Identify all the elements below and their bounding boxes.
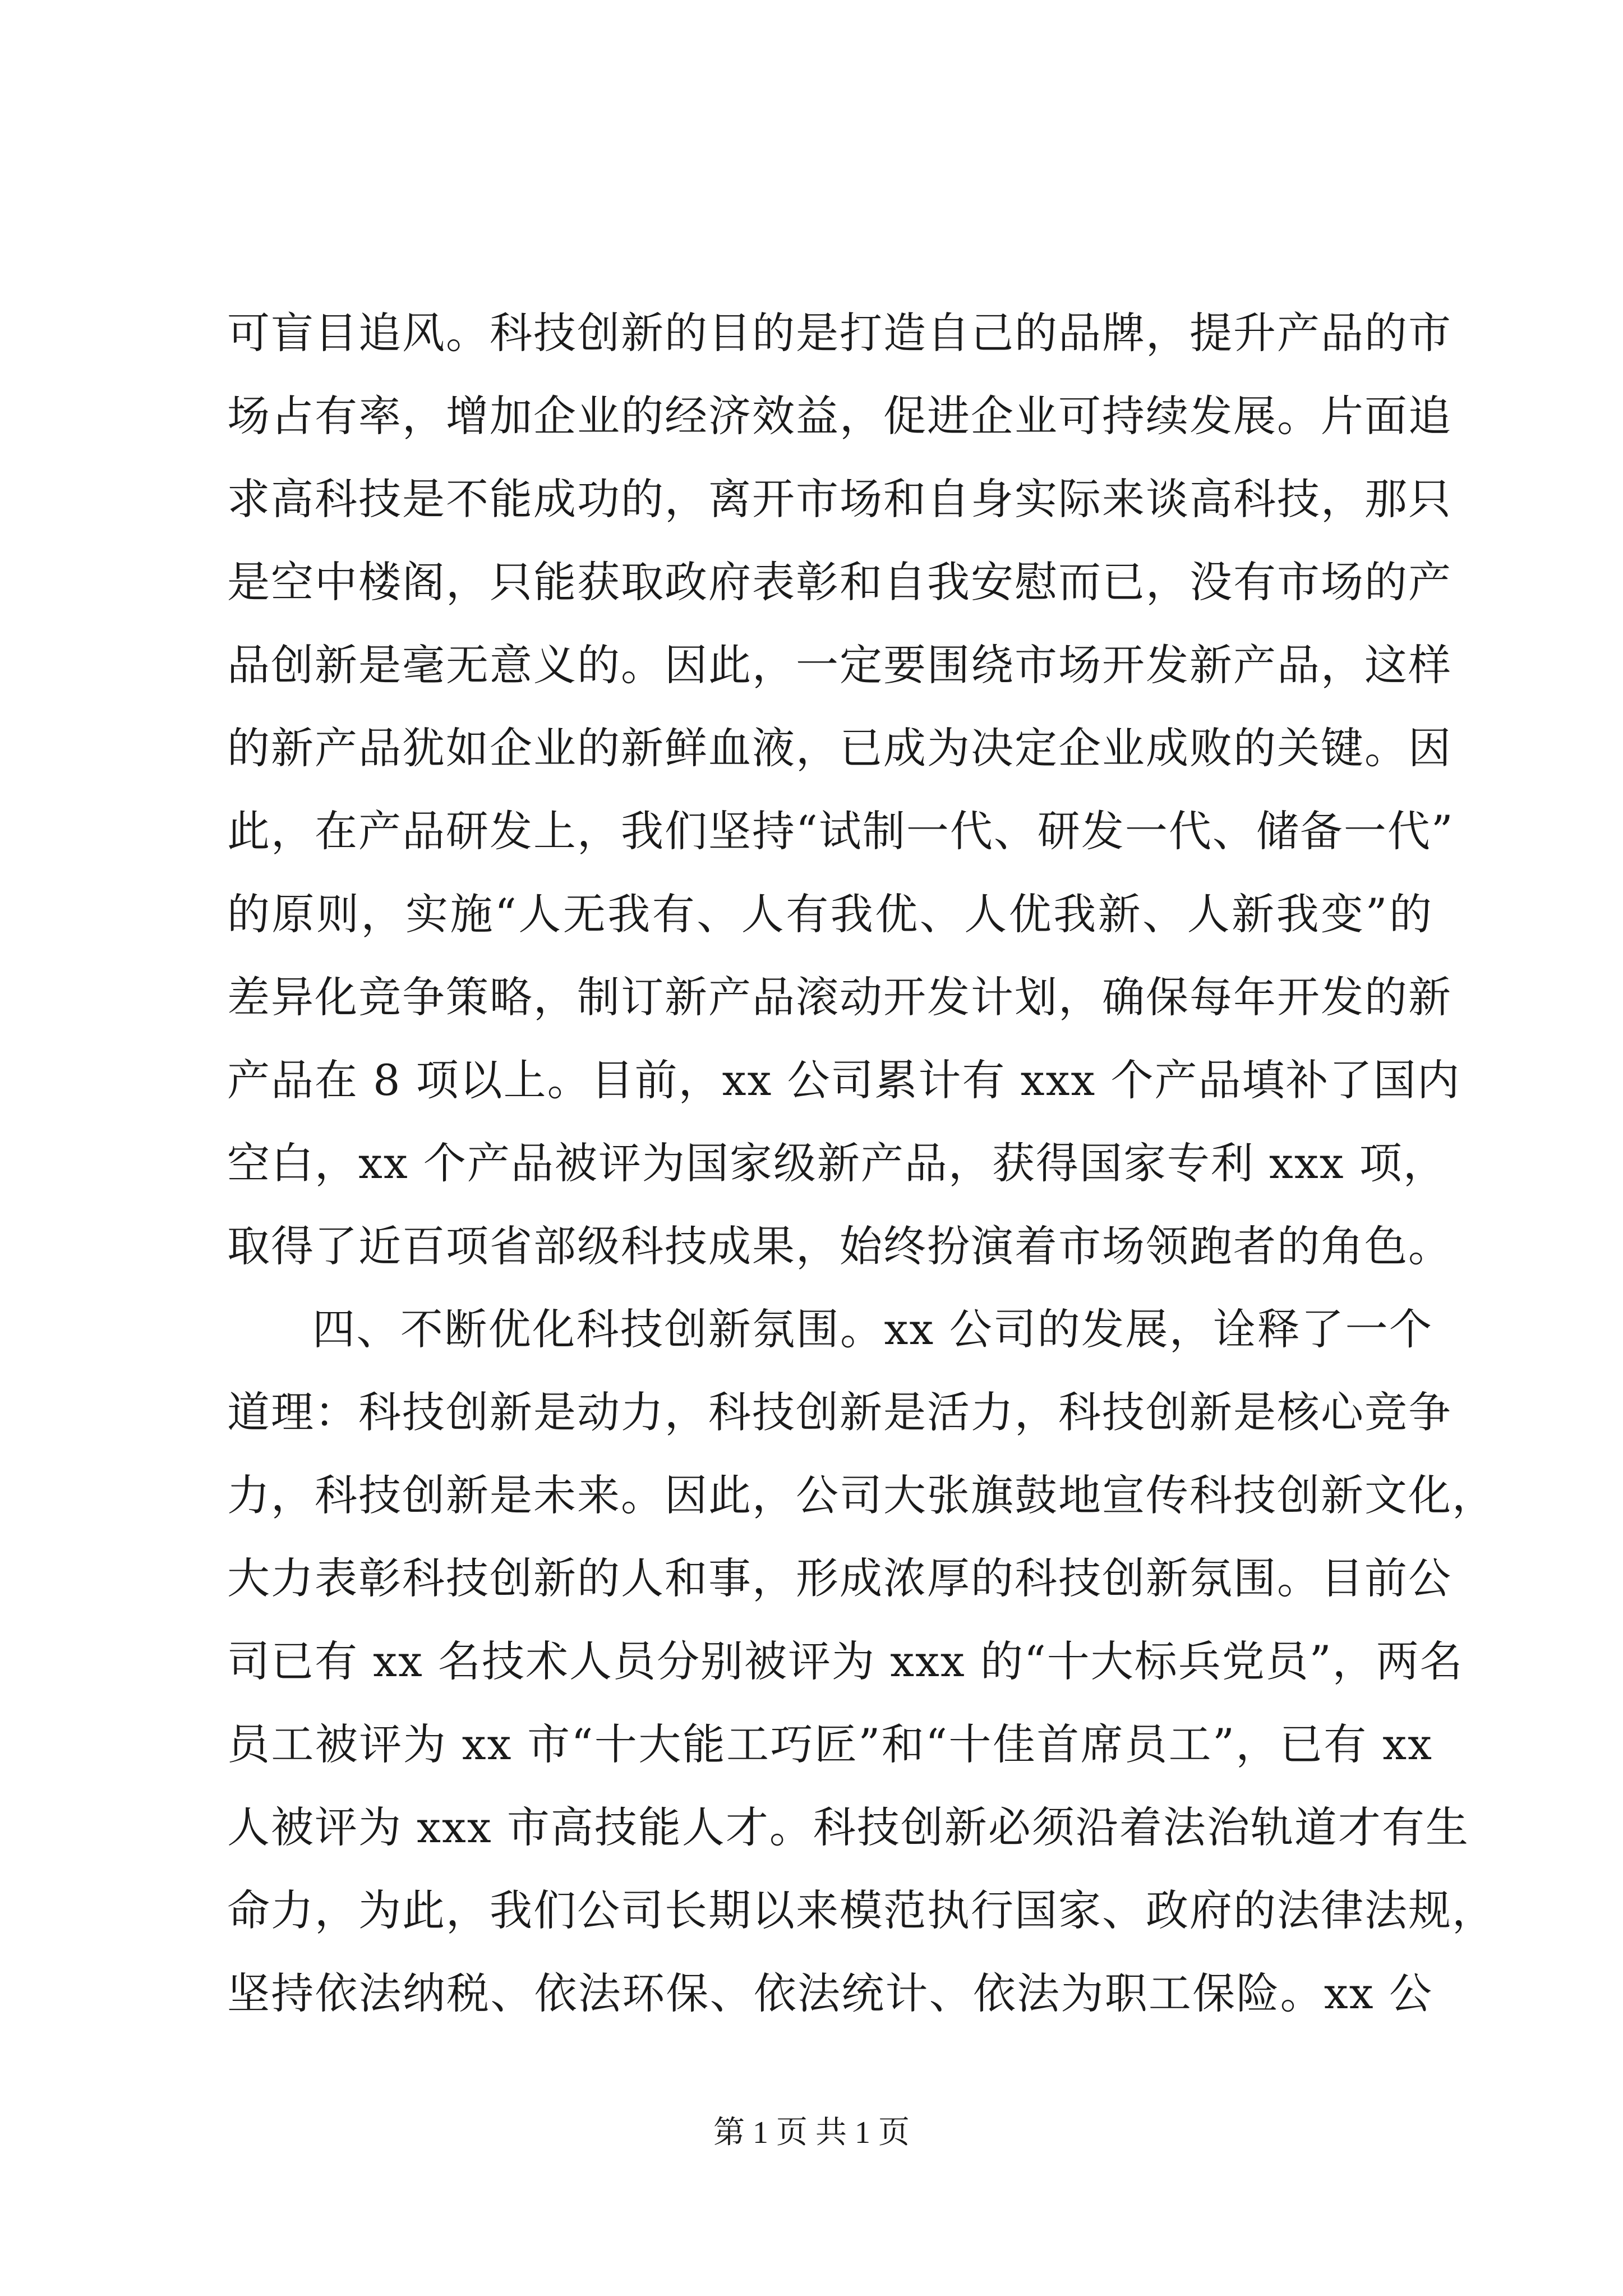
paragraph-1-line-8: 的原则，实施“人无我有、人有我优、人优我新、人新我变”的	[227, 889, 1433, 939]
page-number-footer: 第 1 页 共 1 页	[713, 2115, 910, 2150]
paragraph-1-line-4: 是空中楼阁，只能获取政府表彰和自我安慰而已，没有市场的产	[227, 557, 1452, 607]
paragraph-2-line-7: 人被评为 xxx 市高技能人才。科技创新必须沿着法治轨道才有生	[227, 1802, 1469, 1852]
paragraph-1-line-12: 取得了近百项省部级科技成果，始终扮演着市场领跑者的角色。	[227, 1221, 1452, 1271]
paragraph-2-line-4: 大力表彰科技创新的人和事，形成浓厚的科技创新氛围。目前公	[227, 1553, 1452, 1603]
paragraph-1-line-10: 产品在 8 项以上。目前，xx 公司累计有 xxx 个产品填补了国内	[227, 1055, 1461, 1105]
paragraph-2-line-2: 道理：科技创新是动力，科技创新是活力，科技创新是核心竞争	[227, 1387, 1452, 1437]
paragraph-2-line-3: 力，科技创新是未来。因此，公司大张旗鼓地宣传科技创新文化，	[227, 1470, 1496, 1520]
paragraph-2-line-9: 坚持依法纳税、依法环保、依法统计、依法为职工保险。xx 公	[227, 1968, 1433, 2018]
paragraph-1-line-6: 的新产品犹如企业的新鲜血液，已成为决定企业成败的关键。因	[227, 723, 1452, 773]
paragraph-2-line-6: 员工被评为 xx 市“十大能工巧匠”和“十佳首席员工”，已有 xx	[227, 1719, 1433, 1769]
paragraph-1-line-9: 差异化竞争策略，制订新产品滚动开发计划，确保每年开发的新	[227, 972, 1452, 1022]
paragraph-1-line-7: 此，在产品研发上，我们坚持“试制一代、研发一代、储备一代”	[227, 806, 1454, 856]
paragraph-1-line-5: 品创新是毫无意义的。因此，一定要围绕市场开发新产品，这样	[227, 640, 1452, 690]
paragraph-1-line-11: 空白，xx 个产品被评为国家级新产品，获得国家专利 xxx 项，	[227, 1138, 1447, 1188]
paragraph-1-line-3: 求高科技是不能成功的，离开市场和自身实际来谈高科技，那只	[227, 474, 1452, 524]
paragraph-1-line-1: 可盲目追风。科技创新的目的是打造自己的品牌，提升产品的市	[227, 308, 1452, 358]
paragraph-2-line-8: 命力，为此，我们公司长期以来模范执行国家、政府的法律法规，	[227, 1885, 1496, 1935]
body-text	[227, 292, 1496, 2035]
paragraph-2-line-5: 司已有 xx 名技术人员分别被评为 xxx 的“十大标兵党员”，两名	[227, 1636, 1464, 1686]
paragraph-1-line-2: 场占有率，增加企业的经济效益，促进企业可持续发展。片面追	[227, 391, 1452, 441]
paragraph-2-line-1: 四、不断优化科技创新氛围。xx 公司的发展，诠释了一个	[312, 1304, 1433, 1354]
